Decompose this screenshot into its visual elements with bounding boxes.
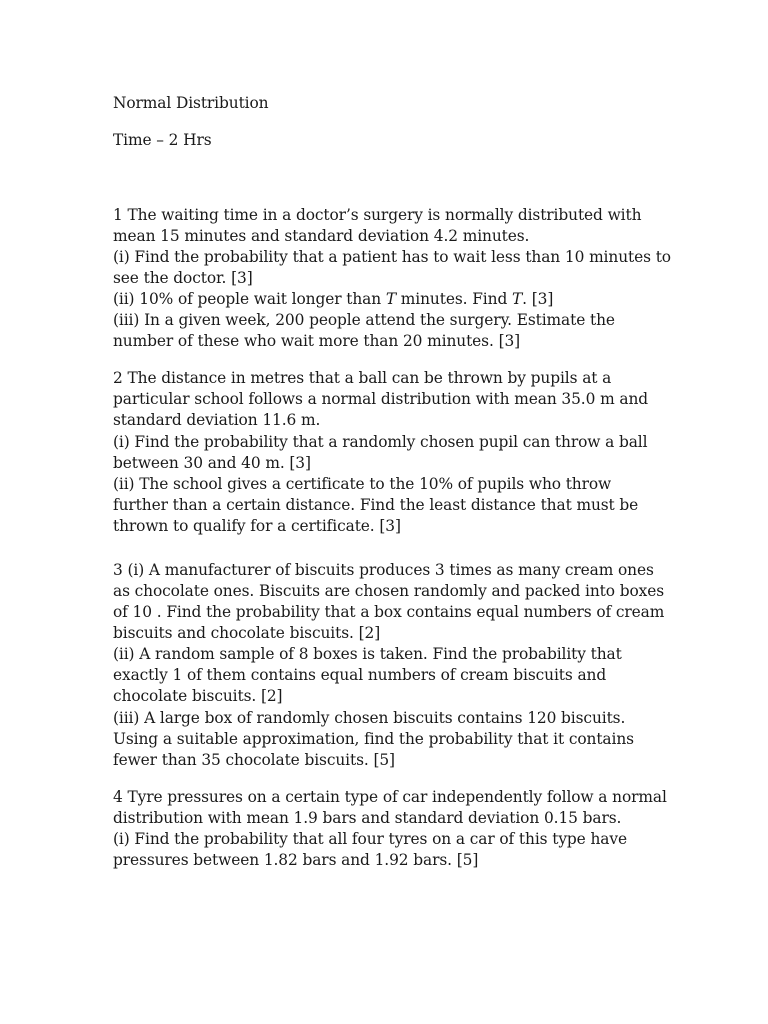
question-text-line: chocolate biscuits. [2] (113, 687, 283, 705)
question-text-line: standard deviation 11.6 m. (113, 411, 321, 429)
question-text-line: 2 The distance in metres that a ball can be thrown by pupils at a (113, 369, 612, 387)
question-text-line: pressures between 1.82 bars and 1.92 bars. [5] (113, 851, 479, 869)
question-text-line: (i) Find the probability that a randomly chosen pupil can throw a ball (113, 433, 648, 451)
question-text-line: particular school follows a normal distribution with mean 35.0 m and (113, 390, 649, 408)
question-text-line (113, 289, 553, 310)
question-text-line: between 30 and 40 m. [3] (113, 454, 311, 472)
question-text-line: of 10 . Find the probability that a box contains equal numbers of cream (113, 603, 665, 621)
question-text-line: 3 (i) A manufacturer of biscuits produces 3 times as many cream ones (113, 561, 654, 579)
question-text-line: as chocolate ones. Biscuits are chosen randomly and packed into boxes (113, 582, 665, 600)
question-text-line: thrown to qualify for a certificate. [3] (113, 517, 401, 535)
question-text-line: (iii) In a given week, 200 people attend the surgery. Estimate the (113, 311, 615, 329)
text-segment: (ii) 10% of people wait longer than (113, 290, 386, 308)
question-text-line: 1 The waiting time in a doctor’s surgery is normally distributed with (113, 206, 642, 224)
question-text-line: (iii) A large box of randomly chosen biscuits contains 120 biscuits. (113, 709, 626, 727)
question-text-line: exactly 1 of them contains equal numbers of cream biscuits and (113, 666, 607, 684)
question-text-line: biscuits and chocolate biscuits. [2] (113, 624, 381, 642)
document-title: Normal Distribution (113, 94, 269, 112)
question-text-line: further than a certain distance. Find the least distance that must be (113, 496, 639, 514)
question-text-line: (ii) The school gives a certificate to the 10% of pupils who throw (113, 475, 612, 493)
variable-t: T (511, 290, 523, 308)
question-text-line: number of these who wait more than 20 minutes. [3] (113, 332, 521, 350)
text-segment: . [3] (522, 290, 554, 308)
question-text-line: (i) Find the probability that a patient has to wait less than 10 minutes to (113, 248, 671, 266)
question-text-line: see the doctor. [3] (113, 269, 253, 287)
question-text-line: (ii) A random sample of 8 boxes is taken. Find the probability that (113, 645, 622, 663)
question-text-line: 4 Tyre pressures on a certain type of car independently follow a normal (113, 788, 667, 806)
question-text-line: fewer than 35 chocolate biscuits. [5] (113, 751, 395, 769)
question-text-line: mean 15 minutes and standard deviation 4.2 minutes. (113, 227, 530, 245)
question-text-line: Using a suitable approximation, find the probability that it contains (113, 730, 634, 748)
question-text-line: (i) Find the probability that all four tyres on a car of this type have (113, 830, 627, 848)
question-text-line: distribution with mean 1.9 bars and standard deviation 0.15 bars. (113, 809, 622, 827)
text-segment: minutes. Find (396, 290, 512, 308)
variable-t: T (385, 290, 397, 308)
time-allowed: Time – 2 Hrs (113, 131, 212, 149)
